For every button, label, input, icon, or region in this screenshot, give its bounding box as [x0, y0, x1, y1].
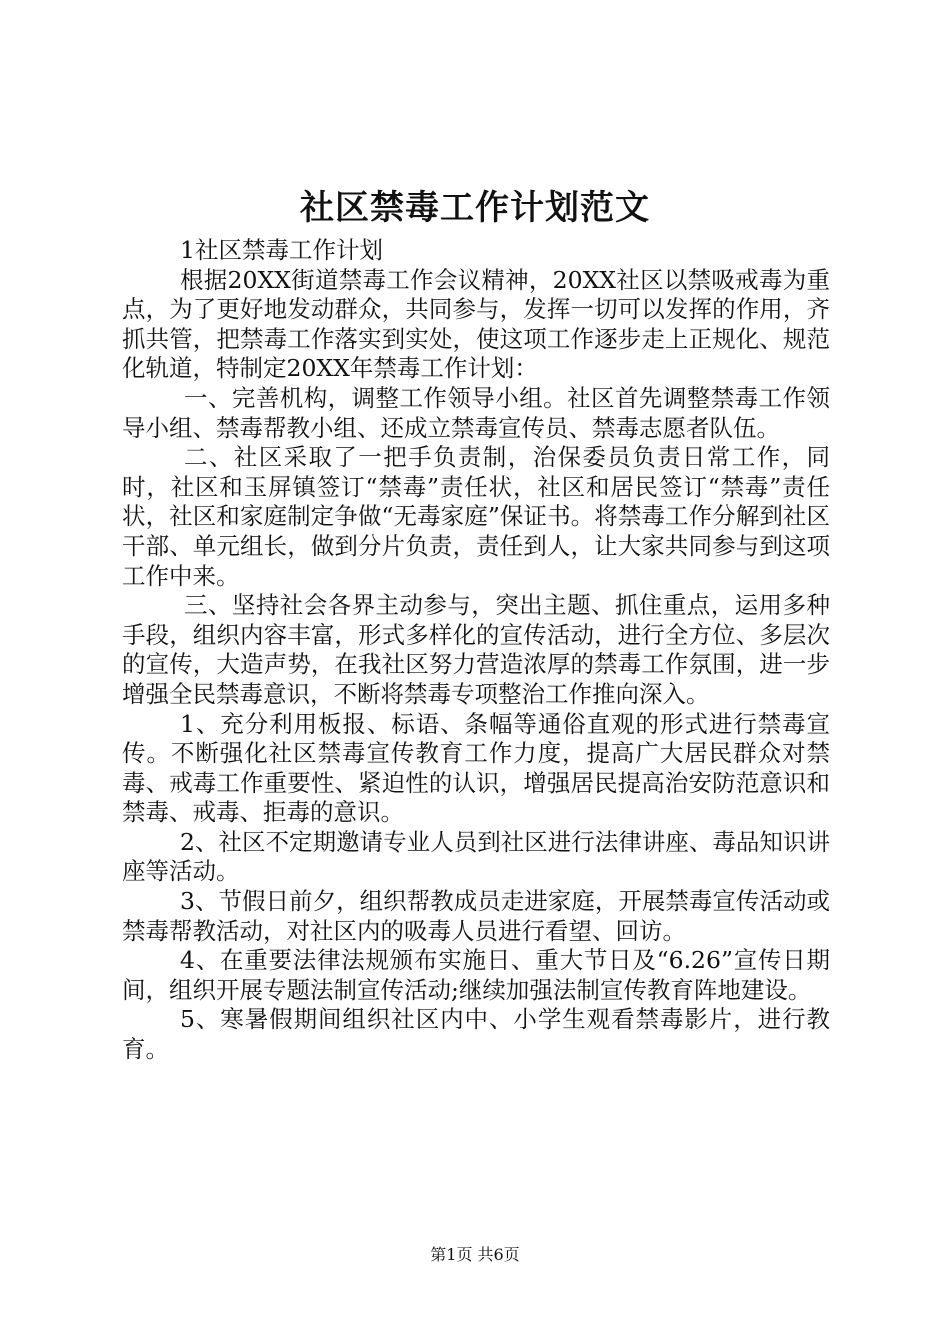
paragraph-intro: 根据20XX街道禁毒工作会议精神，20XX社区以禁吸戒毒为重点，为了更好地发动群众，共同参与，发挥一切可以发挥的作用，齐抓共管，把禁毒工作落实到实处，使这项工作逐步走上正规化、规范化轨道，特制定20XX年禁毒工作计划： — [122, 265, 830, 383]
page-footer: 第1页 共6页 — [430, 1245, 520, 1264]
paragraph-heading: 1社区禁毒工作计划 — [180, 236, 383, 264]
paragraph-section-3: 三、坚持社会各界主动参与，突出主题、抓住重点，运用多种手段，组织内容丰富，形式多样化的宣传活动，进行全方位、多层次的宣传，大造声势，在我社区努力营造浓厚的禁毒工作氛围，进一步增强全民禁毒意识，不断将禁毒专项整治工作推向深入。 — [122, 591, 830, 708]
paragraph-section-1: 一、完善机构，调整工作领导小组。社区首先调整禁毒工作领导小组、禁毒帮教小组、还成立禁毒宣传员、禁毒志愿者队伍。 — [122, 383, 830, 442]
document-body — [122, 236, 830, 1065]
paragraph-section-2: 二、社区采取了一把手负责制，治保委员负责日常工作，同时，社区和玉屏镇签订“禁毒”责任状，社区和居民签订“禁毒”责任状，社区和家庭制定争做“无毒家庭”保证书。将禁毒工作分解到社区干部、单元组长，做到分片负责，责任到人，让大家共同参与到这项工作中来。 — [122, 443, 830, 590]
paragraph-item-5: 5、寒暑假期间组织社区内中、小学生观看禁毒影片，进行教育。 — [122, 1005, 830, 1064]
paragraph-item-2: 2、社区不定期邀请专业人员到社区进行法律讲座、毒品知识讲座等活动。 — [122, 827, 830, 886]
paragraph-item-3: 3、节假日前夕，组织帮教成员走进家庭，开展禁毒宣传活动或禁毒帮教活动，对社区内的吸毒人员进行看望、回访。 — [122, 887, 830, 945]
paragraph-item-1: 1、充分利用板报、标语、条幅等通俗直观的形式进行禁毒宣传。不断强化社区禁毒宣传教育工作力度，提高广大居民群众对禁毒、戒毒工作重要性、紧迫性的认识，增强居民提高治安防范意识和禁毒、戒毒、拒毒的意识。 — [122, 709, 830, 827]
paragraph-item-4: 4、在重要法律法规颁布实施日、重大节日及“6.26”宣传日期间，组织开展专题法制宣传活动;继续加强法制宣传教育阵地建设。 — [122, 946, 830, 1004]
page-title: 社区禁毒工作计划范文 — [300, 188, 650, 228]
